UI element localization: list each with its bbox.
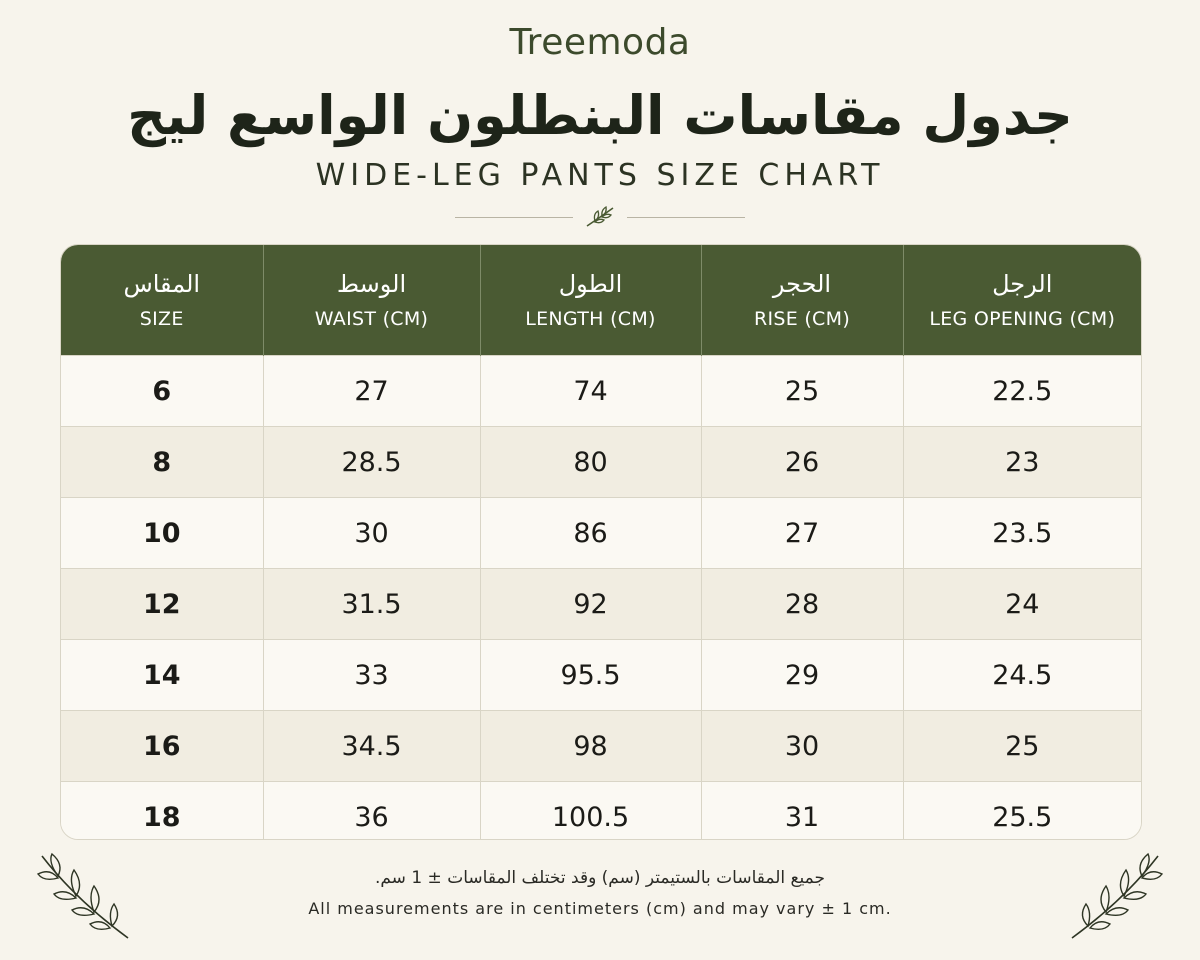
rise-cell: 29 [701, 640, 903, 711]
leg-opening-cell: 24.5 [903, 640, 1141, 711]
length-cell: 86 [480, 498, 701, 569]
table-row [61, 498, 1141, 569]
column-header-english: RISE (CM) [753, 308, 851, 330]
column-header-waist [263, 245, 480, 356]
size-cell: 14 [61, 640, 263, 711]
column-header-arabic: المقاس [123, 270, 201, 298]
divider-line-right [627, 217, 745, 218]
table-row [61, 711, 1141, 782]
column-header-english: LEG OPENING (CM) [929, 308, 1116, 330]
column-header-arabic: الوسط [336, 270, 407, 298]
rise-cell: 27 [701, 498, 903, 569]
waist-cell: 34.5 [263, 711, 480, 782]
column-header-english: LENGTH (CM) [525, 308, 656, 330]
rise-cell: 31 [701, 782, 903, 841]
size-cell: 10 [61, 498, 263, 569]
page-title-arabic: جدول مقاسات البنطلون الواسع ليج [127, 84, 1073, 147]
leg-opening-cell: 23.5 [903, 498, 1141, 569]
column-header-arabic: الرجل [992, 270, 1053, 298]
waist-cell: 28.5 [263, 427, 480, 498]
table-row [61, 640, 1141, 711]
column-header-arabic: الحجر [772, 270, 832, 298]
size-cell: 8 [61, 427, 263, 498]
length-cell: 92 [480, 569, 701, 640]
table-row [61, 356, 1141, 427]
title-divider [455, 204, 745, 230]
leg-opening-cell: 24 [903, 569, 1141, 640]
leg-opening-cell: 22.5 [903, 356, 1141, 427]
size-cell: 6 [61, 356, 263, 427]
divider-line-left [455, 217, 573, 218]
size-cell: 16 [61, 711, 263, 782]
rise-cell: 26 [701, 427, 903, 498]
size-cell: 12 [61, 569, 263, 640]
footnote-arabic: جميع المقاسات بالستيمتر (سم) وقد تختلف المقاسات ± 1 سم. [374, 868, 826, 888]
leg-opening-cell: 25 [903, 711, 1141, 782]
rise-cell: 25 [701, 356, 903, 427]
length-cell: 98 [480, 711, 701, 782]
waist-cell: 33 [263, 640, 480, 711]
table-header-row [61, 245, 1141, 356]
rise-cell: 28 [701, 569, 903, 640]
length-cell: 100.5 [480, 782, 701, 841]
rise-cell: 30 [701, 711, 903, 782]
leg-opening-cell: 25.5 [903, 782, 1141, 841]
column-header-rise [701, 245, 903, 356]
waist-cell: 36 [263, 782, 480, 841]
leg-opening-cell: 23 [903, 427, 1141, 498]
footnote-english: All measurements are in centimeters (cm) and may vary ± 1 cm. [308, 899, 892, 918]
column-header-length [480, 245, 701, 356]
table-row [61, 569, 1141, 640]
column-header-size [61, 245, 263, 356]
waist-cell: 31.5 [263, 569, 480, 640]
page-title-english: WIDE-LEG PANTS SIZE CHART [315, 158, 885, 193]
leaf-sprig-icon [1068, 850, 1164, 942]
leaf-sprig-icon [583, 204, 617, 230]
length-cell: 74 [480, 356, 701, 427]
length-cell: 95.5 [480, 640, 701, 711]
column-header-arabic: الطول [558, 270, 623, 298]
brand-name: Treemoda [509, 22, 691, 63]
size-chart-table [60, 244, 1142, 840]
column-header-leg-opening [903, 245, 1141, 356]
leaf-sprig-icon [36, 850, 132, 942]
length-cell: 80 [480, 427, 701, 498]
table-row [61, 782, 1141, 841]
column-header-english: WAIST (CM) [314, 308, 429, 330]
column-header-english: SIZE [139, 308, 184, 330]
waist-cell: 27 [263, 356, 480, 427]
size-cell: 18 [61, 782, 263, 841]
waist-cell: 30 [263, 498, 480, 569]
table-row [61, 427, 1141, 498]
